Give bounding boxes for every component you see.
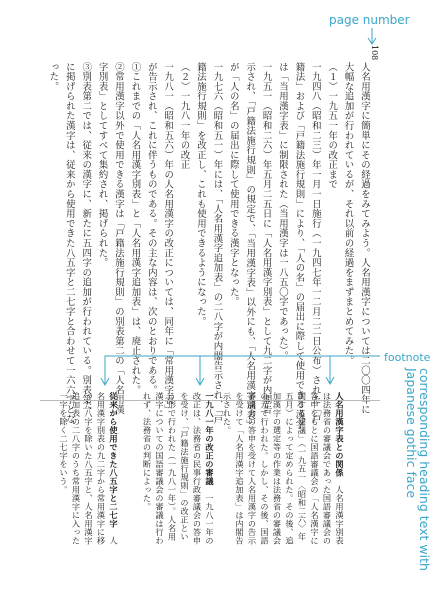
footnote-line: 五月）によって定められた。その後、追 <box>285 392 295 545</box>
footnote-heading: 人名用漢字表との関係 <box>335 392 345 477</box>
footnote-heading: 一九八一年の改正の審議 <box>205 392 215 486</box>
footnote-line: 一字を除く二七字をいう。 <box>59 392 69 494</box>
body-line: ①これまでの「人名用漢字別表」と「人名用漢字追加表」は、廃止された。 <box>129 62 141 395</box>
body-line: （２）一九八一年の改正 <box>178 62 190 170</box>
body-line: 一九八一（昭和五六）年の人名用漢字の改正については、同年に「常用漢字表」 <box>162 62 174 415</box>
footnote-line: は法務省の審議会であった国語審議会の <box>322 392 333 545</box>
footnote-arrow-2 <box>200 356 330 385</box>
body-line: 人名用漢字に簡単にその経過をみてみよう。人名用漢字については二〇〇四年に <box>359 62 370 415</box>
body-line: ②常用漢字以外で使用できる漢字は「戸籍法施行規則」の別表第二の「人名用漢 <box>113 62 124 415</box>
footnote-line: う形で行われた（一九八一年）。人名用 <box>167 392 178 541</box>
body-line: 示され、「戸籍法施行規則」の規定で、「当用漢字表」以外にも、「人名用漢字別表」 <box>244 62 256 430</box>
footnote-annotation: footnote <box>384 351 431 364</box>
body-line: （１）一九五一年の改正まで <box>326 62 338 190</box>
page-number: 108 <box>370 45 379 61</box>
footnote-line: 名用漢字別表の九二字から常用漢字に移 <box>96 392 107 545</box>
body-line: 一九五一（昭和二六）年五月二五日に「人名用漢字別表」として九二字が内閣告 <box>260 62 272 415</box>
footnote-line: を受けて「人名用漢字追加表」は内閣告 <box>235 392 245 545</box>
footnote-line: 漢字についての国語審議会の審議は行わ <box>155 392 165 545</box>
footnote-line: の元で行われた。しかし、その後、国語 <box>260 392 270 545</box>
footnote-line: 従来から使用できた八五字と二七字 人 <box>109 392 119 545</box>
footnote-line: 一九八一年の改正の審議 一九八一年の <box>205 392 215 545</box>
footnote-arrow-3 <box>105 356 200 385</box>
body-line: 一九七六（昭和五一）年には、「人名用漢字追加表」の二八字が内閣告示され、「戸 <box>211 62 223 425</box>
footnote-line: 答申をもとに国語審議会の「人名漢字に <box>310 392 320 545</box>
page-number-annotation: page number <box>329 13 410 27</box>
body-line: った。 <box>47 62 59 92</box>
body-line: 籍法施行規則」を改正し、これも使用できるようになった。 <box>195 62 206 327</box>
footnote-line: った八字を除いた八五字と、人名用漢字 <box>84 392 94 545</box>
body-line: 一九四八（昭和二三）年一月一日施行（一九四七年一二月二二日公布）された「戸 <box>309 62 321 425</box>
body-line: 大幅な追加が行われているが、それ以前の経過をまずまとめてみた。 <box>342 62 354 366</box>
footnote-line: を受け、「戸籍法施行規則」の改正とい <box>180 392 190 541</box>
footnote-line: 関する建議」（一九五一〈昭和二六〉年 <box>297 392 308 541</box>
footnote-line: 改正は、法務省の民事行政審議会の答申 <box>192 392 203 545</box>
footnote-heading: 従来から使用できた八五字と二七字 <box>109 392 119 528</box>
body-line: に掲げられた漢字は、従来から使用できた八五字と二七字と合わせて一六六字とな <box>63 62 75 425</box>
footnote-line: 審議会の答申を受けて人名用漢字の告示 <box>247 392 258 545</box>
body-line: は「当用漢字表」に制限された（当用漢字は一八五〇字であった）。 <box>277 62 288 361</box>
body-line: が告示され、これに伴うものである。その主な内容は、次のとおりである。 <box>145 62 157 395</box>
body-line: ③別表第二では、従来の漢字に、新たに五四字の追加が行われている。別表第一 <box>80 62 92 415</box>
footnote-line: れず、法務省の判断によった。 <box>142 392 153 511</box>
footnote-line: 人名用漢字表との関係 人名用漢字別表 <box>335 392 345 545</box>
footnote-line: 加漢字の選定等の作業は法務省の審議会 <box>272 392 283 545</box>
footnote-line: 示された。 <box>222 392 233 435</box>
footnote-line: 追加表の二八字のうち常用漢字に入った <box>71 392 82 545</box>
corresponding-heading-annotation: corresponding heading text with Japanese gothic face <box>404 368 432 571</box>
body-line: が「人の名」の届出に際して使用できる漢字となった。 <box>227 62 239 307</box>
footnote-arrow-1 <box>330 356 380 383</box>
body-line: 字別表」としてすべて集約され、掲げられた。 <box>96 62 108 268</box>
body-line: 籍法」および「戸籍法施行規則」により、「人の名」の届出に際して使用できる漢字 <box>293 62 305 430</box>
